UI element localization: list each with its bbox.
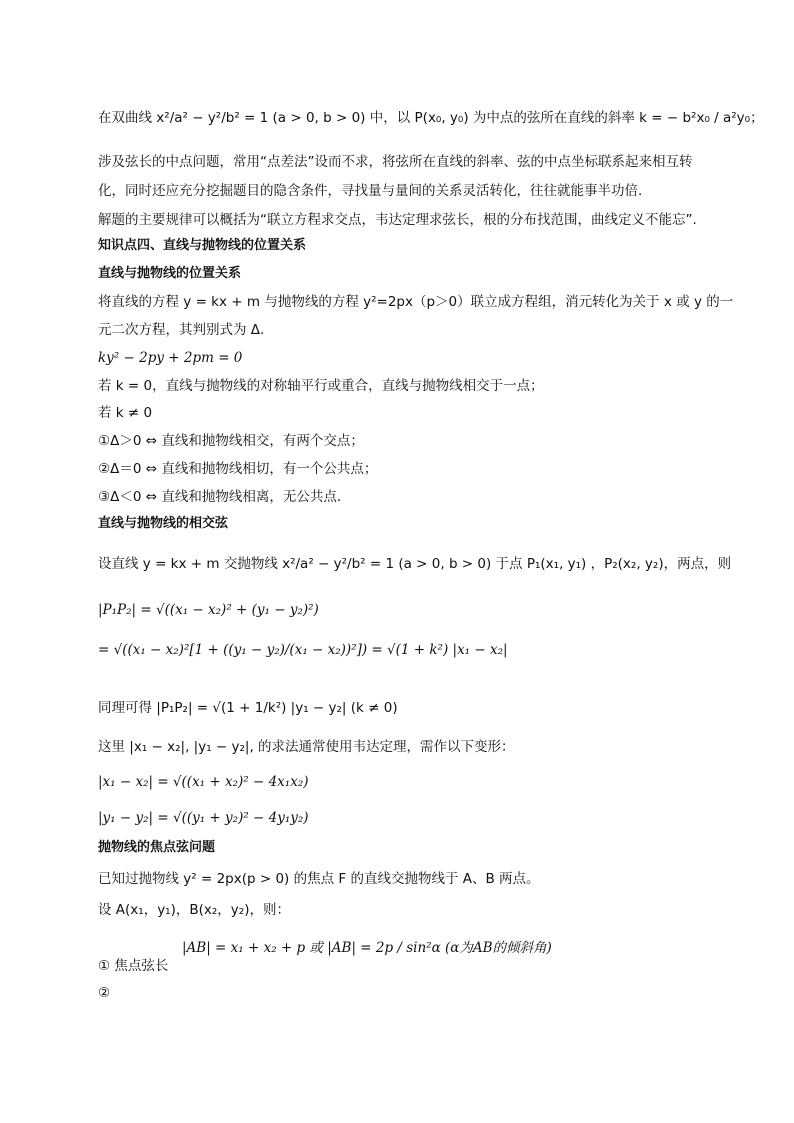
list-item: ② [98, 985, 111, 1001]
paragraph-line: 设 A(x₁，y₁)，B(x₂，y₂)，则： [98, 902, 290, 918]
paragraph-line: 将直线的方程 y = kx + m 与抛物线的方程 y²=2px（p＞0）联立成方程组，消元转化为关于 x 或 y 的一 [98, 294, 734, 310]
subsection-heading: 直线与抛物线的位置关系 [98, 266, 242, 281]
equation-line: = √((x₁ − x₂)²[1 + ((y₁ − y₂)/(x₁ − x₂))²]) = √(1 + k²) |x₁ − x₂| [98, 642, 508, 658]
list-item: ①Δ＞0 ⇔ 直线和抛物线相交，有两个交点； [98, 433, 364, 449]
paragraph-line: 化，同时还应充分挖掘题目的隐含条件，寻找量与量间的关系灵活转化，往往就能事半功倍. [98, 183, 643, 199]
subsection-heading: 直线与抛物线的相交弦 [98, 516, 229, 531]
paragraph-line: 若 k = 0，直线与抛物线的对称轴平行或重合，直线与抛物线相交于一点； [98, 378, 544, 394]
paragraph-line: 元二次方程，其判别式为 Δ. [98, 322, 265, 338]
focal-chord-formula: |AB| = x₁ + x₂ + p 或 |AB| = 2p / sin²α (α为AB的倾斜角) [182, 940, 552, 956]
paragraph-line: 涉及弦长的中点问题，常用“点差法”设而不求，将弦所在直线的斜率、弦的中点坐标联系起来相互转 [98, 154, 693, 170]
equation-line: |y₁ − y₂| = √((y₁ + y₂)² − 4y₁y₂) [98, 810, 309, 826]
subsection-heading: 抛物线的焦点弦问题 [98, 840, 216, 855]
section-heading: 知识点四、直线与抛物线的位置关系 [98, 238, 307, 253]
list-item: ②Δ＝0 ⇔ 直线和抛物线相切，有一个公共点； [98, 461, 378, 477]
paragraph-line: 设直线 y = kx + m 交抛物线 x²/a² − y²/b² = 1 (a > 0, b > 0) 于点 P₁(x₁, y₁) ，P₂(x₂, y₂)，两点，则 [98, 556, 732, 572]
paragraph-line: 解题的主要规律可以概括为“联立方程求交点，韦达定理求弦长，根的分布找范围，曲线定义不能忘”. [98, 212, 697, 228]
list-item: ③Δ＜0 ⇔ 直线和抛物线相离，无公共点． [98, 489, 351, 505]
list-item: ① 焦点弦长 [98, 958, 169, 974]
equation-line: |x₁ − x₂| = √((x₁ + x₂)² − 4x₁x₂) [98, 774, 309, 790]
hyperbola-midpoint-slope-line: 在双曲线 x²/a² − y²/b² = 1 (a > 0, b > 0) 中，以 P(x₀, y₀) 为中点的弦所在直线的斜率 k = − b²x₀ / a²y₀； [98, 110, 764, 126]
paragraph-line: 这里 |x₁ − x₂|, |y₁ − y₂|, 的求法通常使用韦达定理，需作以下变形： [98, 739, 515, 755]
equation-line: |P₁P₂| = √((x₁ − x₂)² + (y₁ − y₂)²) [98, 602, 319, 618]
equation-line: ky² − 2py + 2pm = 0 [98, 350, 243, 366]
equation-line: 同理可得 |P₁P₂| = √(1 + 1/k²) |y₁ − y₂| (k ≠ 0) [98, 700, 398, 716]
paragraph-line: 已知过抛物线 y² = 2px(p > 0) 的焦点 F 的直线交抛物线于 A、B 两点。 [98, 871, 540, 887]
paragraph-line: 若 k ≠ 0 [98, 405, 153, 421]
